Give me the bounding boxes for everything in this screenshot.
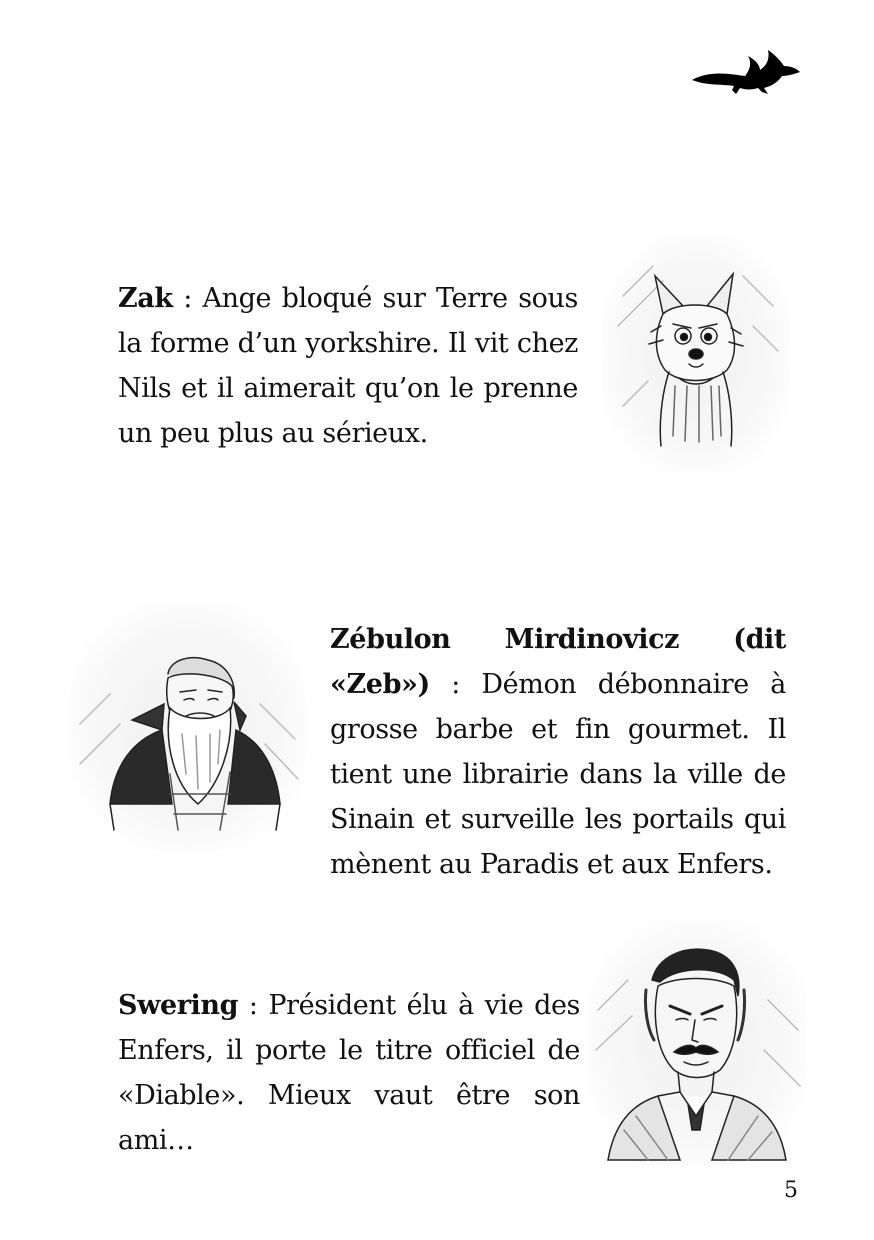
entry-description: : Président élu à vie des Enfers, il porte le titre officiel de «Diable». Mieux vaut être son ami… [118,990,580,1156]
entry-swering [118,983,580,1163]
entry-name: Swering [118,990,239,1021]
dragon-icon [690,40,802,94]
page-number: 5 [784,1178,798,1203]
entry-name: Zébulon Mirdinovicz (dit «Zeb») [330,624,786,700]
entry-name: Zak [118,283,173,314]
mustached-man-illustration [588,920,806,1166]
bearded-man-illustration [70,604,306,850]
yorkshire-dog-illustration [603,236,789,472]
entry-description: : Ange bloqué sur Terre sous la forme d’un yorkshire. Il vit chez Nils et il aimerait qu’on le prenne un peu plus au sérieux. [118,283,578,449]
entry-description: : Démon débonnaire à grosse barbe et fin gourmet. Il tient une librairie dans la ville de Sinain et surveille les portails qui mènent au Paradis et aux Enfers. [330,669,786,880]
entry-zak [118,276,578,456]
entry-zeb [330,617,786,887]
